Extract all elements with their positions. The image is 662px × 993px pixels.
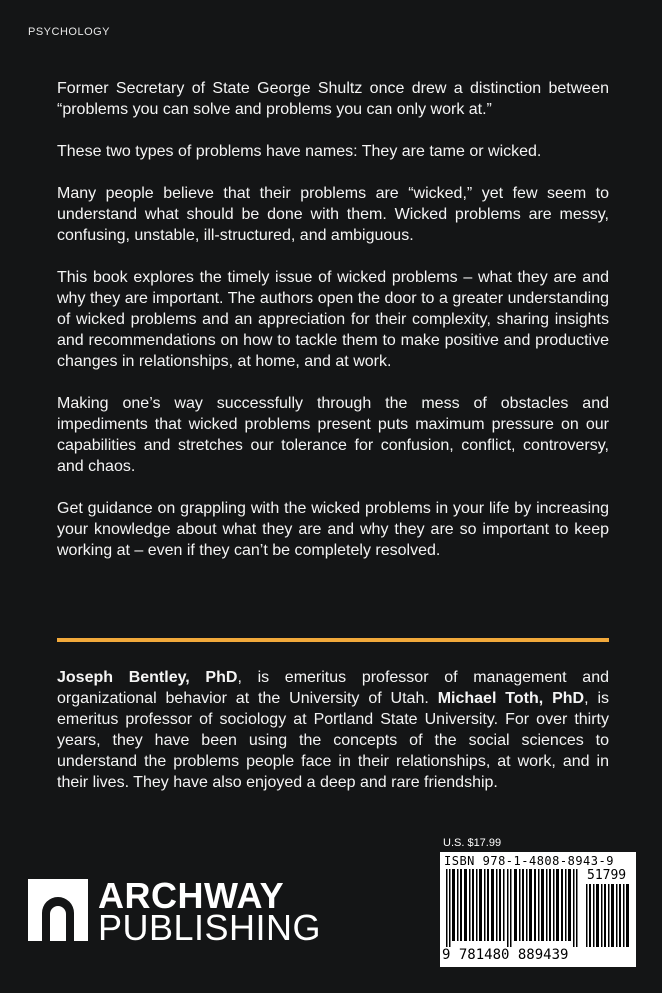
back-cover-blurb	[57, 78, 609, 582]
blurb-paragraph: These two types of problems have names: They are tame or wicked.	[57, 143, 542, 160]
category-label: PSYCHOLOGY	[28, 26, 111, 38]
blurb-paragraph: Get guidance on grappling with the wicked problems in your life by increasing your knowledge about what they are and why they are so important to keep working at – even if they can’t be completely resolved.	[57, 500, 609, 559]
author2-bio: , is emeritus professor of sociology at Portland State University. For over thirty years, they have been using the concepts of the social sciences to understand the problems people face in their relationships, at work, and in their lives. They have also enjoyed a deep and rare friendship.	[57, 690, 609, 791]
price-code-text: 51799	[587, 868, 627, 883]
price-addon-bars	[586, 884, 632, 947]
ean-barcode-bars	[446, 869, 580, 947]
archway-arch-icon	[28, 879, 88, 941]
publisher-name-line2: PUBLISHING	[98, 907, 322, 948]
publisher-logo	[28, 877, 328, 947]
blurb-paragraph: This book explores the timely issue of wicked problems – what they are and why they are important. The authors open the door to a greater understanding of wicked problems and an appreciation for their complexity, sharing insights and recommendations on how to tackle them to make positive and productive changes in relationships, at home, and at work.	[57, 269, 609, 370]
blurb-paragraph: Former Secretary of State George Shultz once drew a distinction between “problems you can solve and problems you can only work at.”	[57, 80, 609, 118]
blurb-paragraph: Many people believe that their problems are “wicked,” yet few seem to understand what should be done with them. Wicked problems are messy, confusing, unstable, ill-structured, and ambiguous.	[57, 185, 609, 244]
author-bio	[57, 667, 609, 793]
price-label: U.S. $17.99	[443, 837, 502, 849]
author2-name: Michael Toth, PhD	[437, 690, 585, 707]
author1-bio: , is emeritus professor of management and organizational behavior at the University of Utah.	[57, 669, 609, 707]
isbn-barcode	[440, 852, 636, 967]
author1-name: Joseph Bentley, PhD	[57, 669, 238, 686]
publisher-name-line1: ARCHWAY	[98, 875, 285, 916]
ean-number-text: 9 781480 889439	[442, 947, 569, 963]
section-divider	[57, 638, 609, 642]
blurb-paragraph: Making one’s way successfully through the mess of obstacles and impediments that wicked problems present puts maximum pressure on our capabilities and stretches our tolerance for confusion, conflict, controversy, and chaos.	[57, 395, 609, 475]
isbn-text: ISBN 978-1-4808-8943-9	[444, 854, 614, 868]
